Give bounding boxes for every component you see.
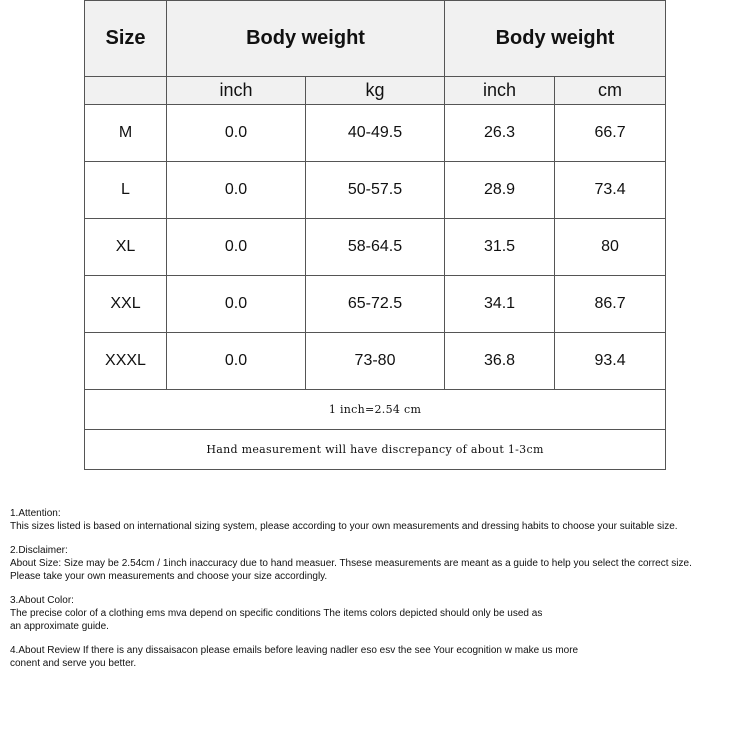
table-cell: 50-57.5 — [306, 162, 445, 219]
table-row — [85, 105, 666, 162]
table-header-row — [85, 1, 666, 77]
table-cell: M — [85, 105, 167, 162]
table-cell: XXXL — [85, 333, 167, 390]
subheader-cell: kg — [306, 77, 445, 105]
subheader-cell: cm — [555, 77, 666, 105]
conversion-note-row — [85, 390, 666, 430]
note-attention — [10, 507, 748, 533]
note-line: About Size: Size may be 2.54cm / 1inch inaccuracy due to hand measuer. Thsese measurements are meant as a guide to help you select the correct size. — [10, 558, 692, 569]
table-row — [85, 219, 666, 276]
note-line: Please take your own measurements and choose your size accordingly. — [10, 571, 328, 582]
header-body-weight-2: Body weight — [445, 1, 666, 77]
size-chart-table — [84, 0, 666, 470]
table-cell: 0.0 — [167, 219, 306, 276]
note-disclaimer — [10, 544, 748, 583]
table-row — [85, 276, 666, 333]
note-line: conent and serve you better. — [10, 658, 137, 669]
table-cell: 34.1 — [445, 276, 555, 333]
subheader-cell — [85, 77, 167, 105]
note-review — [10, 644, 748, 670]
table-cell: 0.0 — [167, 276, 306, 333]
header-body-weight-1: Body weight — [167, 1, 445, 77]
table-cell: 93.4 — [555, 333, 666, 390]
table-cell: XL — [85, 219, 167, 276]
table-subheader-row — [85, 77, 666, 105]
note-title: 1.Attention: — [10, 508, 61, 519]
table-row — [85, 162, 666, 219]
table-cell: 28.9 — [445, 162, 555, 219]
table-cell: 0.0 — [167, 162, 306, 219]
note-line: This sizes listed is based on international sizing system, please according to your own measurements and dressing habits to choose your suitable size. — [10, 521, 678, 532]
discrepancy-note: Hand measurement will have discrepancy of about 1-3cm — [85, 430, 666, 470]
table-cell: 40-49.5 — [306, 105, 445, 162]
note-title: 3.About Color: — [10, 595, 74, 606]
table-cell: 65-72.5 — [306, 276, 445, 333]
note-title: 2.Disclaimer: — [10, 545, 68, 556]
table-cell: 0.0 — [167, 333, 306, 390]
subheader-cell: inch — [167, 77, 306, 105]
table-cell: 0.0 — [167, 105, 306, 162]
table-cell: 73.4 — [555, 162, 666, 219]
notes-section — [10, 507, 748, 681]
table-cell: L — [85, 162, 167, 219]
note-color — [10, 594, 748, 633]
conversion-note: 1 inch=2.54 cm — [85, 390, 666, 430]
header-size: Size — [85, 1, 167, 77]
table-cell: 31.5 — [445, 219, 555, 276]
table-cell: XXL — [85, 276, 167, 333]
table-row — [85, 333, 666, 390]
subheader-cell: inch — [445, 77, 555, 105]
table-cell: 58-64.5 — [306, 219, 445, 276]
table-cell: 36.8 — [445, 333, 555, 390]
note-line: an approximate guide. — [10, 621, 109, 632]
table-cell: 66.7 — [555, 105, 666, 162]
note-line: The precise color of a clothing ems mva depend on specific conditions The items colors depicted should only be used as — [10, 608, 543, 619]
table-cell: 86.7 — [555, 276, 666, 333]
discrepancy-note-row — [85, 430, 666, 470]
table-cell: 26.3 — [445, 105, 555, 162]
table-cell: 80 — [555, 219, 666, 276]
note-line: 4.About Review If there is any dissaisacon please emails before leaving nadler eso esv the see Your ecognition w make us more — [10, 645, 579, 656]
table-cell: 73-80 — [306, 333, 445, 390]
